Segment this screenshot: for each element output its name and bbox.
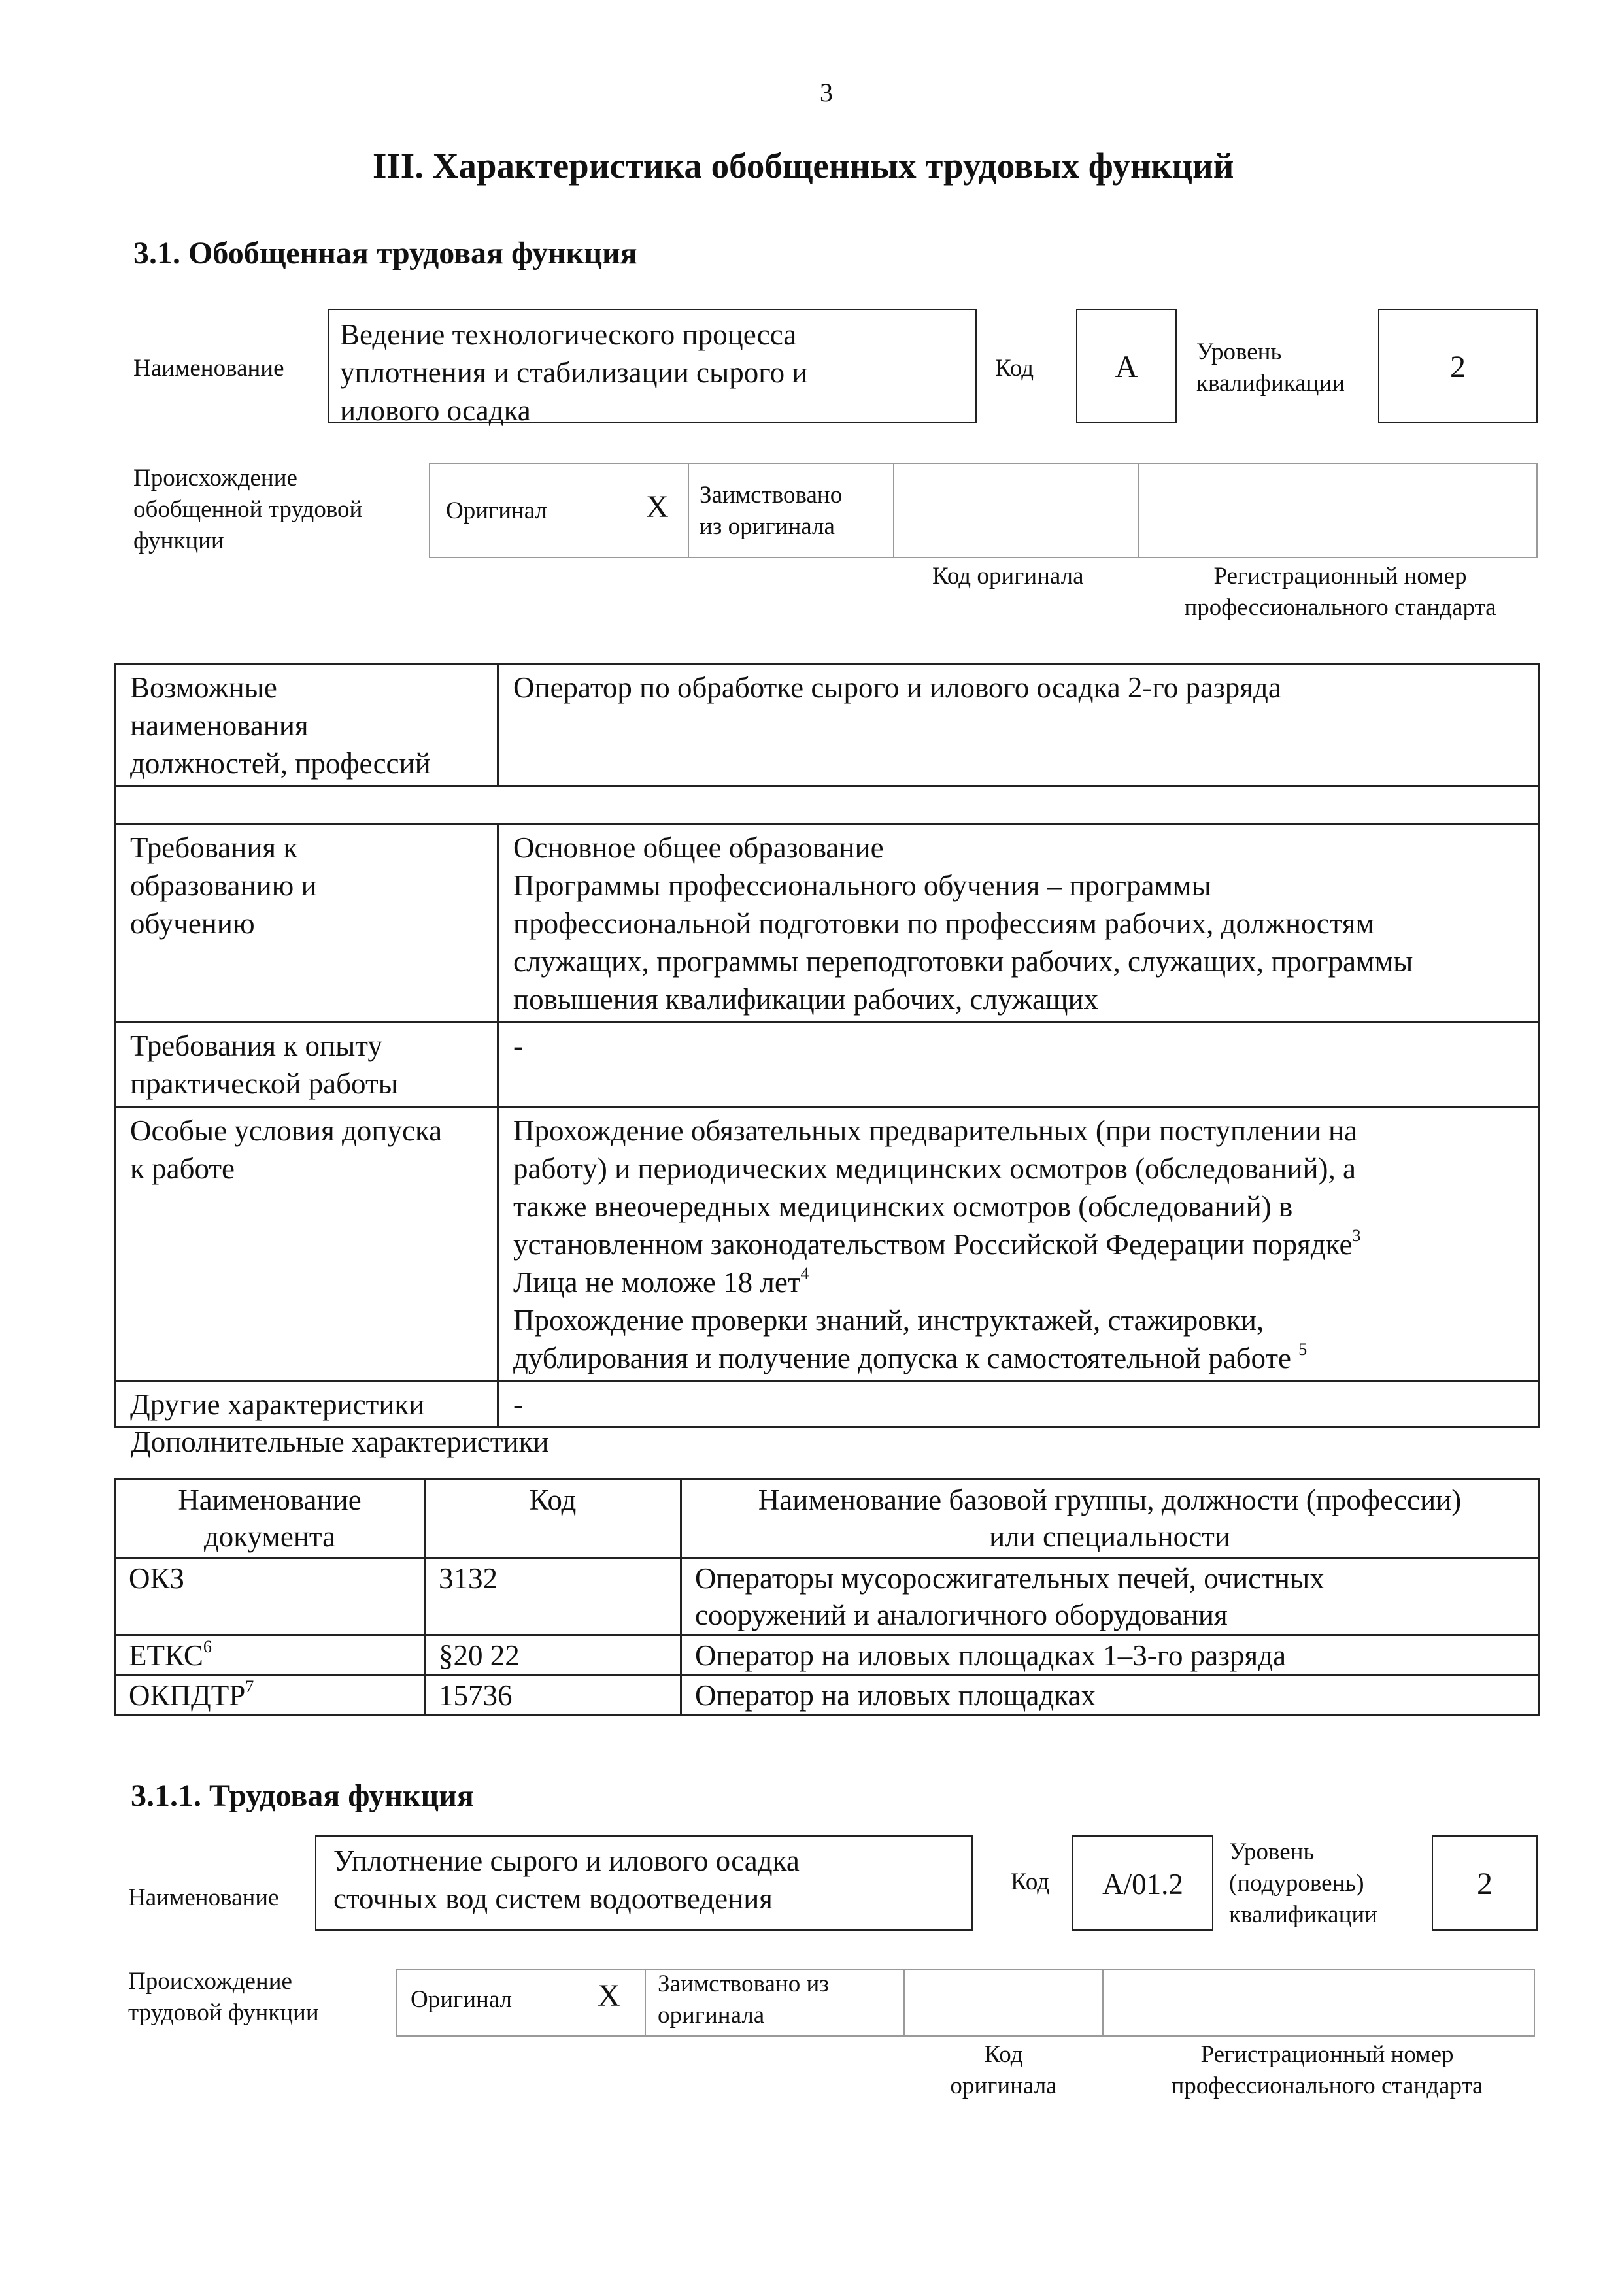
tf-level-value: 2: [1432, 1835, 1538, 1931]
tf-borrowed-label: Заимствовано из оригинала: [658, 1971, 829, 2029]
footnote-ref: 6: [203, 1637, 212, 1656]
doc-cell: ОКПДТР$^7$: [115, 1675, 425, 1715]
characteristics-table: [114, 663, 1540, 1428]
row-value: -: [498, 1381, 1539, 1427]
row-value: Основное общее образование Программы профессионального обучения – программы профессиональной подготовки по профессиям рабочих, должностям служащих, программы переподготовки рабочих, служащих, программы повышения квалификации рабочих, служащих: [498, 824, 1539, 1022]
table-spacer-row: [115, 786, 1539, 824]
gtf-original-mark: X: [646, 490, 669, 524]
tf-name-value: Уплотнение сырого и илового осадка сточных вод систем водоотведения: [315, 1835, 973, 1931]
name-cell: Оператор на иловых площадках 1–3-го разряда: [681, 1635, 1539, 1675]
code-cell: §20 22: [425, 1635, 681, 1675]
doc-cell: ОКЗ: [115, 1558, 425, 1635]
footnote-ref: 4: [800, 1264, 809, 1283]
section-title: III. Характеристика обобщенных трудовых функций: [373, 146, 1234, 186]
tf-origin-box: [396, 1969, 1535, 2037]
row-value: Оператор по обработке сырого и илового осадка 2-го разряда: [498, 664, 1539, 786]
gtf-heading: 3.1. Обобщенная трудовая функция: [133, 236, 637, 271]
gtf-name-label: Наименование: [133, 355, 284, 382]
tf-name-label: Наименование: [128, 1884, 279, 1911]
doc-cell: ЕТКС$^6$: [115, 1635, 425, 1675]
name-cell: Оператор на иловых площадках: [681, 1675, 1539, 1715]
tf-heading: 3.1.1. Трудовая функция: [131, 1778, 474, 1813]
code-cell: 15736: [425, 1675, 681, 1715]
table-row: [115, 664, 1539, 786]
column-header: Наименование базовой группы, должности (профессии) или специальности: [681, 1480, 1539, 1558]
gtf-level-label: Уровень квалификации: [1196, 339, 1345, 397]
row-label: Другие характеристики: [115, 1381, 498, 1427]
footnote-ref: 7: [245, 1677, 254, 1696]
tf-original-label: Оригинал: [411, 1986, 513, 2013]
table-row: [115, 1675, 1539, 1715]
row-value: Прохождение обязательных предварительных (при поступлении на работу) и периодических медицинских осмотров (обследований), а также внеочередных медицинских осмотров (обследований) в установленном законодательством Российской Федерации порядке$^3$ Лица не моложе 18 лет$^4$ Прохождение проверки знаний, инструктажей, стажировки, дублирования и получение допуска к самостоятельной работе $^5$: [498, 1107, 1539, 1381]
gtf-origin-label: Происхождение обобщенной трудовой функции: [133, 465, 363, 554]
gtf-name-value: Ведение технологического процесса уплотнения и стабилизации сырого и илового осадка: [328, 309, 977, 423]
table-row: [115, 1635, 1539, 1675]
column-header: Наименование документа: [115, 1480, 425, 1558]
tf-reg-number-caption: Регистрационный номер профессионального стандарта: [1171, 2041, 1483, 2099]
gtf-level-value: 2: [1378, 309, 1538, 423]
table-row: [115, 1381, 1539, 1427]
additional-table: [114, 1478, 1540, 1716]
tf-origin-label: Происхождение трудовой функции: [128, 1968, 319, 2026]
gtf-original-label: Оригинал: [446, 497, 548, 524]
gtf-origin-code-caption: Код оригинала: [932, 563, 1084, 590]
tf-original-mark: X: [598, 1978, 620, 2013]
table-header-row: [115, 1480, 1539, 1558]
tf-origin-code-caption: Код оригинала: [950, 2041, 1057, 2099]
additional-caption: Дополнительные характеристики: [131, 1425, 549, 1458]
footnote-ref: 5: [1298, 1340, 1308, 1359]
table-row: [115, 1022, 1539, 1107]
name-cell: Операторы мусоросжигательных печей, очистных сооружений и аналогичного оборудования: [681, 1558, 1539, 1635]
page-number: 3: [820, 78, 833, 107]
table-row: [115, 1107, 1539, 1381]
row-label: Особые условия допуска к работе: [115, 1107, 498, 1381]
table-row: [115, 824, 1539, 1022]
gtf-origin-box: [429, 463, 1538, 558]
row-label: Возможные наименования должностей, профессий: [115, 664, 498, 786]
gtf-reg-number-caption: Регистрационный номер профессионального стандарта: [1184, 563, 1496, 621]
gtf-code-label: Код: [995, 355, 1034, 382]
column-header: Код: [425, 1480, 681, 1558]
tf-code-label: Код: [1011, 1869, 1050, 1895]
tf-code-value: А/01.2: [1072, 1835, 1213, 1931]
footnote-ref: 3: [1352, 1226, 1361, 1245]
row-label: Требования к опыту практической работы: [115, 1022, 498, 1107]
gtf-code-value: А: [1076, 309, 1177, 423]
code-cell: 3132: [425, 1558, 681, 1635]
table-row: [115, 1558, 1539, 1635]
row-value: -: [498, 1022, 1539, 1107]
tf-level-label: Уровень (подуровень) квалификации: [1229, 1838, 1377, 1928]
gtf-borrowed-label: Заимствовано из оригинала: [700, 482, 843, 540]
row-label: Требования к образованию и обучению: [115, 824, 498, 1022]
